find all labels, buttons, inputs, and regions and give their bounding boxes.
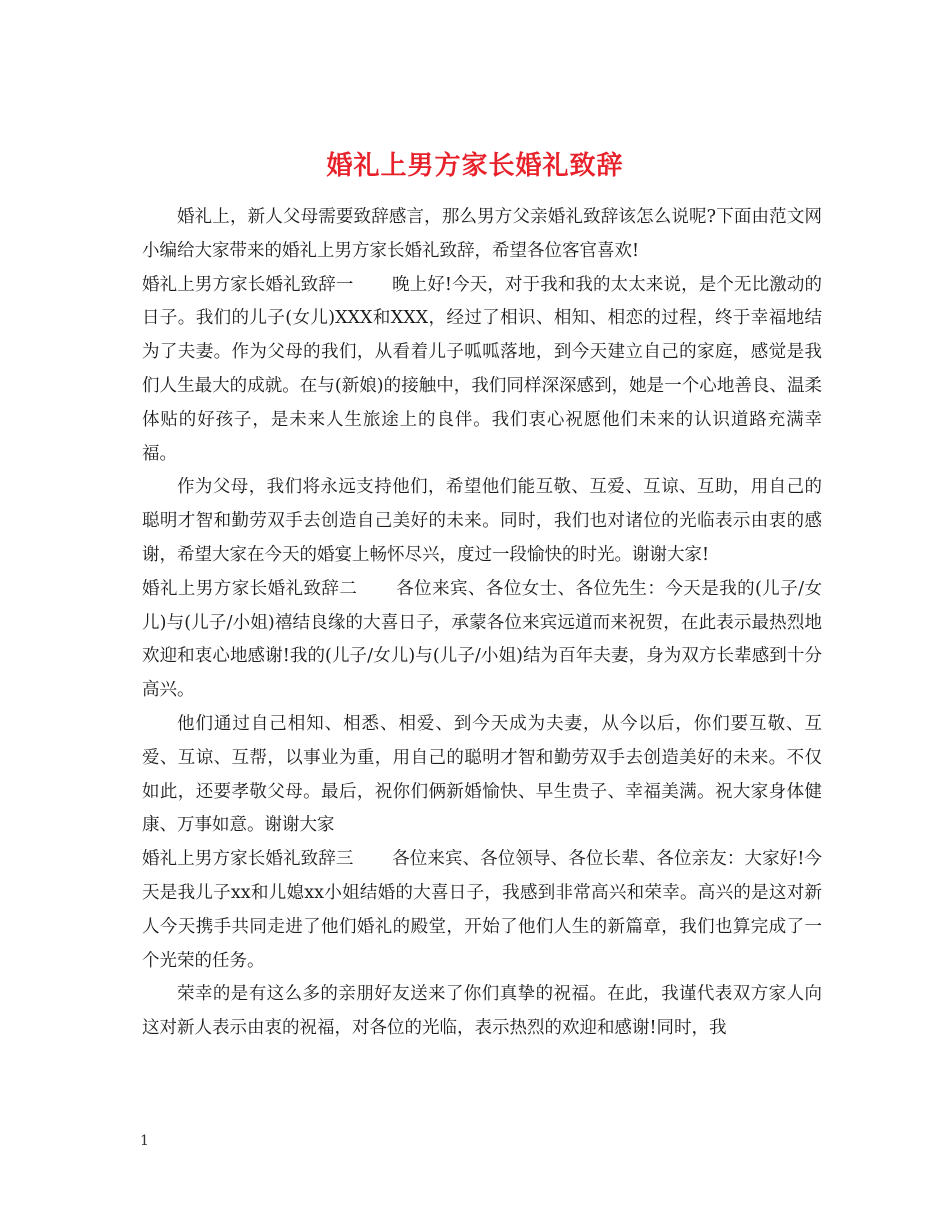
speech-two-heading: 婚礼上男方家长婚礼致辞二	[142, 578, 358, 599]
document-body	[142, 201, 822, 1046]
speech-one-continuation	[142, 471, 822, 572]
paragraph-text: 婚礼上，新人父母需要致辞感言，那么男方父亲婚礼致辞该怎么说呢?下面由范文网小编给大家带来的婚礼上男方家长婚礼致辞，希望各位客官喜欢!	[142, 207, 822, 261]
paragraph-text: 作为父母，我们将永远支持他们，希望他们能互敬、互爱、互谅、互助，用自己的聪明才智和勤劳双手去创造自己美好的未来。同时，我们也对诸位的光临表示由衷的感谢，希望大家在今天的婚宴上畅怀尽兴，度过一段愉快的时光。谢谢大家!	[142, 477, 822, 565]
speech-two-continuation	[142, 708, 822, 843]
speech-one-heading: 婚礼上男方家长婚礼致辞一	[142, 274, 354, 295]
document-title: 婚礼上男方家长婚礼致辞	[326, 151, 624, 182]
speech-three-heading: 婚礼上男方家长婚礼致辞三	[142, 849, 354, 870]
paragraph-text: 各位来宾、各位女士、各位先生：今天是我的(儿子/女儿)与(儿子/小姐)禧结良缘的大喜日子，承蒙各位来宾远道而来祝贺，在此表示最热烈地欢迎和衷心地感谢!我的(儿子/女儿)与(儿子/小姐)结为百年夫妻，身为双方长辈感到十分高兴。	[142, 578, 822, 701]
paragraph-text: 晚上好!今天，对于我和我的太太来说，是个无比激动的日子。我们的儿子(女儿)XXX和XXX，经过了相识、相知、相恋的过程，终于幸福地结为了夫妻。作为父母的我们，从看着儿子呱呱落地，到今天建立自己的家庭，感觉是我们人生最大的成就。在与(新娘)的接触中，我们同样深深感到，她是一个心地善良、温柔体贴的好孩子，是未来人生旅途上的良伴。我们衷心祝愿他们未来的认识道路充满幸福。	[142, 274, 823, 464]
paragraph-text: 荣幸的是有这么多的亲朋好友送来了你们真挚的祝福。在此，我谨代表双方家人向这对新人表示由衷的祝福，对各位的光临，表示热烈的欢迎和感谢!同时，我	[142, 984, 822, 1039]
speech-three-paragraph	[142, 843, 822, 978]
speech-three-continuation	[142, 978, 822, 1046]
paragraph-text: 各位来宾、各位领导、各位长辈、各位亲友：大家好!今天是我儿子xx和儿媳xx小姐结婚的大喜日子，我感到非常高兴和荣幸。高兴的是这对新人今天携手共同走进了他们婚礼的殿堂，开始了他们人生的新篇章，我们也算完成了一个光荣的任务。	[142, 849, 823, 971]
intro-paragraph	[142, 201, 822, 269]
paragraph-text: 他们通过自己相知、相悉、相爱、到今天成为夫妻，从今以后，你们要互敬、互爱、互谅、互帮，以事业为重，用自己的聪明才智和勤劳双手去创造美好的未来。不仅如此，还要孝敬父母。最后，祝你们俩新婚愉快、早生贵子、幸福美满。祝大家身体健康、万事如意。谢谢大家	[142, 713, 822, 836]
speech-one-paragraph	[142, 269, 822, 472]
speech-two-paragraph	[142, 573, 822, 708]
page-number: 1	[140, 1133, 149, 1149]
